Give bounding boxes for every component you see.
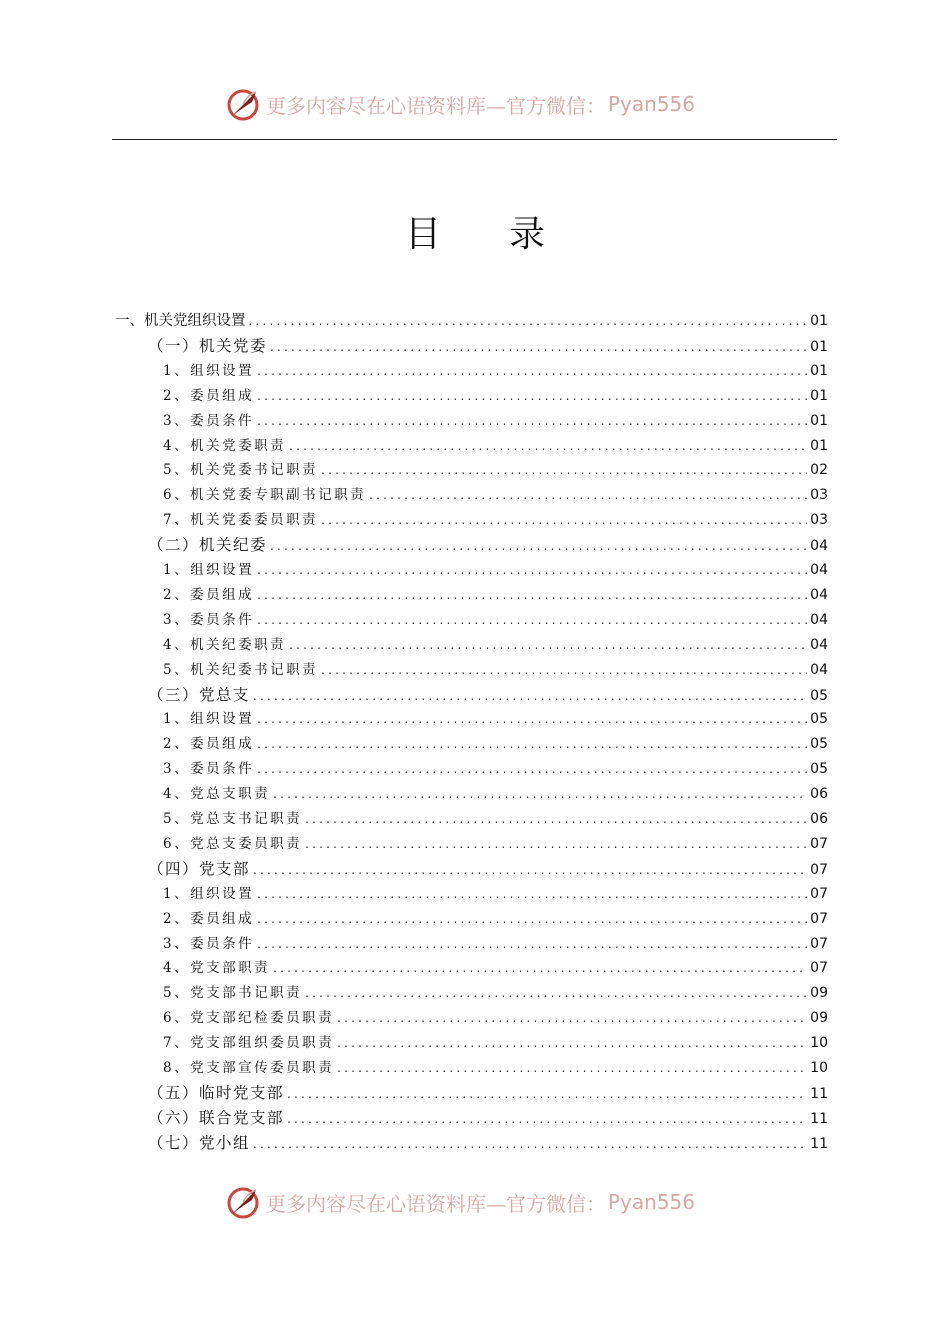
toc-entry[interactable]: [163, 608, 828, 630]
toc-entry[interactable]: [148, 1081, 828, 1103]
toc-entry-page: 09: [810, 1010, 828, 1027]
toc-leader-dots: [287, 1112, 807, 1126]
toc-entry-label: 7、党支部组织委员职责: [163, 1035, 335, 1052]
quill-logo-icon: [226, 1184, 262, 1220]
toc-leader-dots: [257, 937, 807, 951]
toc-leader-dots: [257, 414, 807, 428]
toc-entry-page: 09: [810, 985, 828, 1002]
toc-entry[interactable]: [148, 334, 828, 356]
toc-entry-label: 5、机关纪委书记职责: [163, 661, 319, 678]
toc-entry[interactable]: [163, 707, 828, 729]
toc-entry-label: （二）机关纪委: [148, 536, 268, 555]
toc-leader-dots: [257, 588, 807, 602]
toc-entry-page: 04: [810, 586, 828, 603]
toc-entry[interactable]: [163, 757, 828, 779]
toc-entry[interactable]: [148, 1131, 828, 1153]
toc-leader-dots: [321, 513, 807, 527]
toc-entry[interactable]: [163, 434, 828, 456]
toc-entry[interactable]: [163, 633, 828, 655]
toc-entry[interactable]: [163, 956, 828, 978]
toc-entry-page: 04: [810, 636, 828, 653]
toc-leader-dots: [257, 364, 807, 378]
toc-entry-label: 4、党总支职责: [163, 786, 271, 803]
toc-entry-page: 11: [810, 1135, 828, 1152]
toc-entry-page: 01: [810, 362, 828, 379]
toc-leader-dots: [253, 863, 807, 877]
toc-entry-page: 01: [810, 313, 828, 329]
toc-entry-label: 2、委员组成: [163, 910, 255, 927]
toc-entry-page: 03: [810, 487, 828, 504]
toc-entry-label: 4、党支部职责: [163, 960, 271, 977]
toc-leader-dots: [305, 986, 807, 1000]
toc-entry-page: 05: [810, 687, 828, 704]
toc-entry[interactable]: [148, 533, 828, 555]
toc-entry-label: （三）党总支: [148, 685, 251, 704]
toc-entry[interactable]: [148, 1106, 828, 1128]
toc-entry-label: 1、组织设置: [163, 711, 255, 728]
toc-entry-page: 04: [810, 562, 828, 578]
toc-entry-label: 3、委员条件: [163, 611, 255, 628]
toc-entry[interactable]: [163, 732, 828, 754]
toc-entry[interactable]: [163, 807, 828, 829]
toc-entry-label: 8、党支部宣传委员职责: [163, 1060, 335, 1076]
quill-logo-icon: [226, 86, 262, 122]
toc-entry[interactable]: [148, 683, 828, 705]
toc-leader-dots: [273, 787, 807, 801]
toc-entry-label: 一、机关党组织设置: [115, 313, 246, 329]
header-divider: [112, 139, 837, 140]
toc-entry-label: 2、委员组成: [163, 586, 255, 603]
toc-entry-page: 06: [810, 811, 828, 827]
toc-entry[interactable]: [163, 932, 828, 954]
toc-entry-page: 11: [810, 1085, 828, 1102]
toc-entry-label: 1、组织设置: [163, 362, 255, 379]
toc-entry-page: 07: [810, 861, 828, 878]
toc-leader-dots: [305, 837, 807, 851]
toc-entry-label: （一）机关党委: [148, 336, 268, 355]
toc-entry-label: 4、机关党委职责: [163, 437, 287, 454]
toc-entry-page: 04: [810, 661, 828, 678]
toc-leader-dots: [337, 1036, 807, 1050]
toc-entry[interactable]: [148, 857, 828, 879]
toc-leader-dots: [369, 488, 807, 502]
toc-leader-dots: [289, 439, 807, 453]
watermark-text: 更多内容尽在心语资料库—官方微信：: [266, 93, 606, 118]
toc-leader-dots: [289, 638, 807, 652]
toc-entry-label: 2、委员组成: [163, 387, 255, 404]
toc-leader-dots: [249, 314, 808, 328]
toc-entry-page: 05: [810, 736, 828, 753]
toc-entry-page: 04: [810, 538, 828, 555]
watermark-text: 更多内容尽在心语资料库—官方微信：: [266, 1191, 606, 1216]
toc-entry-page: 01: [810, 437, 828, 454]
toc-leader-dots: [321, 463, 807, 477]
toc-entry-page: 10: [810, 1060, 828, 1076]
toc-leader-dots: [337, 1011, 807, 1025]
page-title: 目录: [404, 214, 613, 255]
toc-leader-dots: [257, 389, 807, 403]
toc-entry[interactable]: [163, 658, 828, 680]
watermark-handle: Pyan556: [608, 1190, 696, 1214]
toc-entry-label: 5、机关党委书记职责: [163, 462, 319, 479]
toc-entry[interactable]: [163, 483, 828, 505]
toc-leader-dots: [257, 912, 807, 926]
toc-entry-label: 3、委员条件: [163, 761, 255, 778]
toc-entry-label: 3、委员条件: [163, 935, 255, 952]
toc-entry-label: 6、机关党委专职副书记职责: [163, 487, 367, 504]
toc-entry-label: 3、委员条件: [163, 412, 255, 429]
toc-entry-label: （六）联合党支部: [148, 1108, 285, 1127]
toc-entry[interactable]: [163, 508, 828, 530]
toc-entry-page: 03: [810, 512, 828, 529]
toc-entry-label: 1、组织设置: [163, 562, 255, 578]
toc-leader-dots: [257, 762, 807, 776]
toc-entry[interactable]: [163, 882, 828, 904]
toc-entry[interactable]: [163, 1056, 828, 1078]
toc-leader-dots: [257, 737, 807, 751]
toc-leader-dots: [273, 961, 807, 975]
watermark-handle: Pyan556: [608, 92, 696, 116]
toc-entry[interactable]: [163, 907, 828, 929]
toc-leader-dots: [270, 340, 807, 354]
toc-entry-label: 4、机关纪委职责: [163, 636, 287, 653]
footer-watermark: [0, 1182, 950, 1222]
toc-entry-page: 07: [810, 885, 828, 902]
toc-leader-dots: [257, 613, 807, 627]
toc-entry-label: 1、组织设置: [163, 885, 255, 902]
toc-entry-page: 07: [810, 935, 828, 952]
toc-entry[interactable]: [163, 583, 828, 605]
toc-entry-page: 01: [810, 338, 828, 355]
toc-entry-page: 04: [810, 611, 828, 628]
toc-entry[interactable]: [163, 1031, 828, 1053]
toc-entry[interactable]: [163, 1006, 828, 1028]
toc-entry[interactable]: [163, 359, 828, 381]
toc-entry-page: 07: [810, 910, 828, 927]
toc-entry-page: 06: [810, 786, 828, 803]
toc-entry[interactable]: [163, 832, 828, 854]
toc-entry-label: （七）党小组: [148, 1133, 251, 1152]
toc-entry[interactable]: [163, 458, 828, 480]
toc-entry-page: 05: [810, 761, 828, 778]
toc-entry-label: 5、党支部书记职责: [163, 985, 303, 1002]
toc-leader-dots: [287, 1087, 807, 1101]
toc-entry[interactable]: [163, 409, 828, 431]
toc-leader-dots: [305, 812, 807, 826]
toc-entry-label: 6、党支部纪检委员职责: [163, 1010, 335, 1027]
toc-leader-dots: [270, 539, 807, 553]
toc-entry-label: 7、机关党委委员职责: [163, 512, 319, 529]
toc-entry-page: 01: [810, 387, 828, 404]
toc-entry[interactable]: [163, 384, 828, 406]
toc-entry-label: （四）党支部: [148, 859, 251, 878]
toc-entry[interactable]: [163, 981, 828, 1003]
toc-entry[interactable]: [115, 309, 828, 331]
toc-entry-page: 07: [810, 835, 828, 852]
toc-entry-label: （五）临时党支部: [148, 1083, 285, 1102]
header-watermark: [0, 84, 950, 124]
toc-entry-page: 10: [810, 1035, 828, 1052]
toc-entry-page: 11: [810, 1110, 828, 1127]
toc-leader-dots: [257, 712, 807, 726]
toc-entry[interactable]: [163, 558, 828, 580]
toc-leader-dots: [257, 887, 807, 901]
toc-leader-dots: [253, 1137, 807, 1151]
toc-entry-page: 07: [810, 960, 828, 977]
toc-entry-label: 2、委员组成: [163, 736, 255, 753]
toc-entry-page: 05: [810, 711, 828, 728]
toc-leader-dots: [321, 663, 807, 677]
toc-entry-page: 02: [810, 462, 828, 479]
toc-entry-label: 5、党总支书记职责: [163, 811, 303, 827]
toc-entry[interactable]: [163, 782, 828, 804]
toc-leader-dots: [257, 563, 807, 577]
toc-leader-dots: [253, 689, 807, 703]
toc-entry-page: 01: [810, 412, 828, 429]
toc-leader-dots: [337, 1061, 807, 1075]
toc-entry-label: 6、党总支委员职责: [163, 835, 303, 852]
